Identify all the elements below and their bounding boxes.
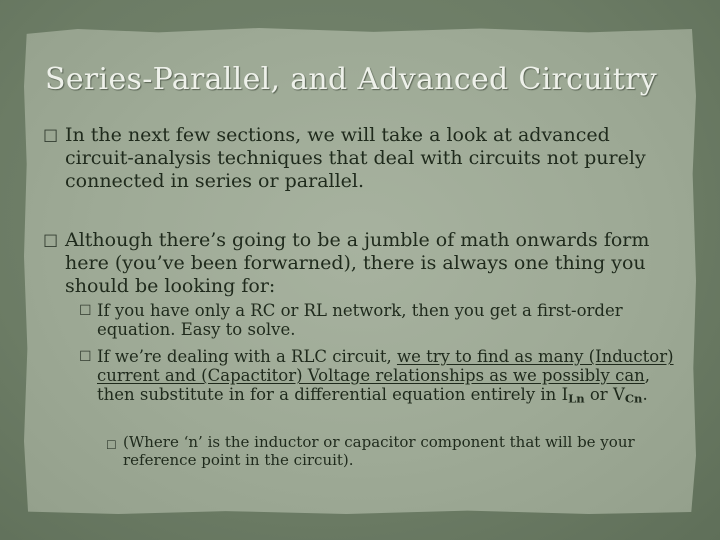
sub-sub-bullet-text: (Where ‘n’ is the inductor or capacitor component that will be your reference point in the circuit). xyxy=(123,433,635,469)
checkbox-bullet-icon: ☐ xyxy=(43,127,59,147)
sub-bullet-2-tail: , then substitute in for a differential equation entirely in xyxy=(97,366,651,404)
checkbox-bullet-icon: ☐ xyxy=(106,438,117,452)
sub-bullet-2-emphasis: we try to find as many (Inductor) current and (Capactitor) Voltage relationships as we possibly can xyxy=(97,347,674,385)
or-word: or xyxy=(589,385,608,404)
current-variable: $I_{Ln}$ xyxy=(561,385,585,406)
sub-bullet-2-lead: If we’re dealing with a RLC circuit, xyxy=(97,347,392,366)
bullet-2-text: Although there’s going to be a jumble of math onwards form here (you’ve been forwarned), there is always one thing you should be looking for: xyxy=(65,229,650,297)
voltage-variable: $V_{Cn}$ xyxy=(612,385,643,406)
checkbox-bullet-icon: ☐ xyxy=(79,349,92,365)
sub-bullet-1-text: If you have only a RC or RL network, then you get a first-order equation. Easy to solve. xyxy=(97,301,623,339)
checkbox-bullet-icon: ☐ xyxy=(79,303,92,319)
sentence-end: . xyxy=(642,385,648,404)
slide-title: Series-Parallel, and Advanced Circuitry xyxy=(45,62,658,97)
bullet-1-text: In the next few sections, we will take a look at advanced circuit-analysis techniques that deal with circuits not purely connected in series or parallel. xyxy=(65,124,646,192)
checkbox-bullet-icon: ☐ xyxy=(43,232,59,252)
sub-bullet-2-text xyxy=(97,347,677,408)
